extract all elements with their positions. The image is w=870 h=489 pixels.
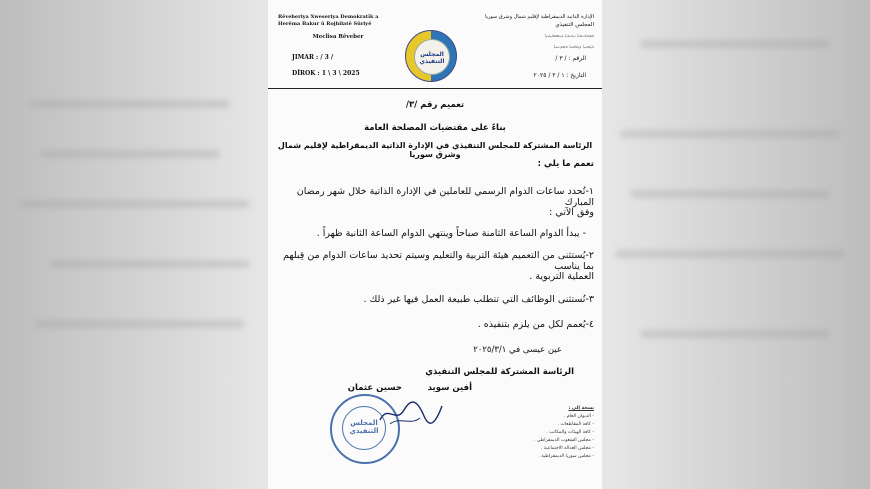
document-page <box>268 0 602 489</box>
intro-line: بناءً على مقتضيات المصلحة العامة <box>364 123 506 133</box>
blur-decoration <box>20 200 250 208</box>
blur-decoration <box>620 130 840 138</box>
item-1-subpoint: - يبدأ الدوام الساعة الثامنة صباحاً وينتهي الدوام الساعة الثانية ظهراً . <box>316 228 586 239</box>
header-divider <box>268 88 602 89</box>
cc-item: - كافة الهيئات والمكاتب . <box>546 430 594 435</box>
announce-line: تعمم ما يلي : <box>537 159 594 169</box>
cc-item: - مجلس العدالة الاجتماعية . <box>541 446 594 451</box>
tarikh-row: التاريخ : ١ / ٣ / ٢٠٢٥ <box>533 72 586 79</box>
header-right-council: المجلس التنفيذي <box>555 22 594 28</box>
signatory-name-2: حسين عثمان <box>347 383 402 393</box>
dirok-label: DÎROK <box>292 70 316 77</box>
cc-item: - مجلس سوريا الديمقراطية . <box>538 454 594 459</box>
jimar-row <box>292 54 412 61</box>
blur-decoration <box>640 330 830 338</box>
dirok-row <box>292 70 412 77</box>
jimar-value: : / 3 / <box>316 54 334 61</box>
cc-item: - مجلس الشعوب الديمقراطي . <box>533 438 594 443</box>
header-right-syriac-2: ܠܓܒܝܬܐ ܕܓܪܒܝܐ ܘܡܕܢܚܐ <box>553 45 594 50</box>
cc-item: - كافة المقاطعات . <box>557 422 594 427</box>
header-right <box>476 14 594 51</box>
blur-decoration <box>35 320 245 328</box>
blur-decoration <box>640 40 830 48</box>
cc-list <box>502 405 594 461</box>
item-1-continued: وفق الآتي : <box>549 207 594 218</box>
place-date: عين عيسى في ٢٠٢٥/٣/١ <box>473 345 562 355</box>
item-2: ٢-يُستثنى من التعميم هيئة التربية والتعليم وسيتم تحديد ساعات الدوام من قِبلهم بما يناسب <box>283 250 594 272</box>
official-stamp-text: المجلس التنفيذي <box>349 419 379 435</box>
raqam-row: الرقم : / ٣ / <box>555 55 586 62</box>
cc-title: نسخة إلى : <box>568 406 594 411</box>
header-left <box>278 14 398 41</box>
signatory-title: الرئاسة المشتركة للمجلس التنفيذي <box>425 367 574 377</box>
item-3: ٣-تُستثنى الوظائف التي تتطلب طبيعة العمل فيها غير ذلك . <box>363 294 594 305</box>
header-right-org: الإدارة الذاتية الديمقراطية لإقليم شمال وشرق سوريا <box>485 14 594 20</box>
blur-decoration <box>615 250 845 258</box>
emblem-seal <box>405 30 457 82</box>
blur-decoration <box>50 260 250 268</box>
jimar-label: JIMAR <box>292 54 314 61</box>
item-2-continued: العملية التربوية . <box>529 271 594 282</box>
council-line: الرئاسة المشتركة للمجلس التنفيذي في الإدارة الذاتية الديمقراطية لإقليم شمال وشرق سوريا <box>277 141 593 159</box>
cc-item: - الديوان العام . <box>563 414 594 419</box>
header-right-syriac-1: ܡܕܒܪܢܘܬܐ ܝܬܝܪܬܐ ܕܝܡܩܪܛܝܬܐ <box>544 34 594 39</box>
item-1: ١-تُحدد ساعات الدوام الرسمي للعاملين في الإدارة الذاتية خلال شهر رمضان المبارك <box>296 186 594 208</box>
header-left-council: Meclisa Rêveber <box>312 34 364 40</box>
blur-decoration <box>40 150 220 158</box>
signatory-name-1: أفين سويد <box>427 383 472 393</box>
dirok-value: : 1 \ 3 \ 2025 <box>317 70 360 77</box>
circular-title: تعميم رقم /٣/ <box>405 100 465 110</box>
header-left-org: Rêveberiya Xweseriya Demokratîk a Herêma Bakur û Rojhilatê Sûriyê <box>278 14 379 27</box>
item-4: ٤-يُعمم لكل من يلزم بتنفيذه . <box>477 319 594 330</box>
blur-decoration <box>30 100 230 108</box>
handwritten-signature <box>376 398 446 428</box>
emblem-seal-inner <box>414 39 450 75</box>
blur-decoration <box>630 190 830 198</box>
emblem-seal-text: المجلس التنفيذي <box>419 51 445 65</box>
